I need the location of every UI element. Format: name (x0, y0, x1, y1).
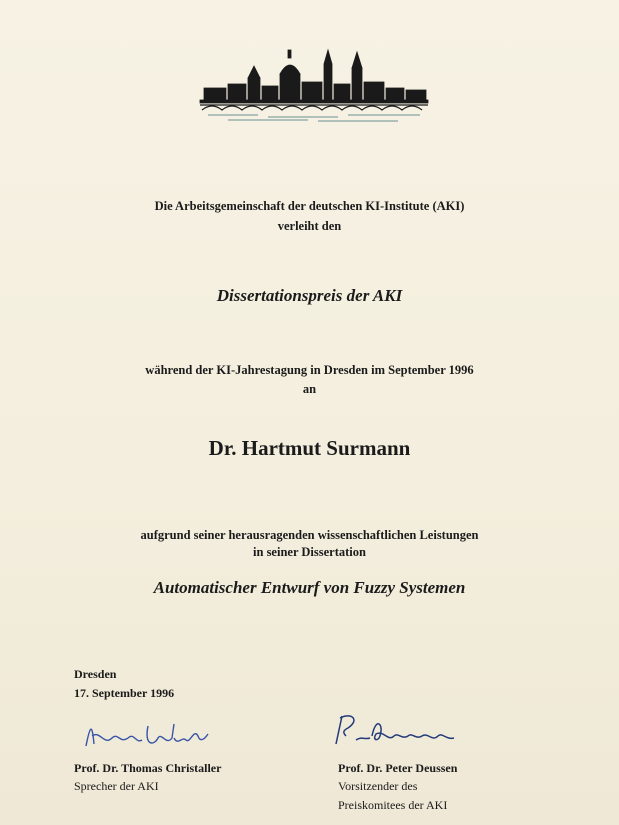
signature-deussen (332, 710, 462, 752)
place: Dresden (74, 667, 117, 681)
occasion-line-1: während der KI-Jahrestagung in Dresden im September 1996 (145, 363, 474, 377)
signatory-left-name: Prof. Dr. Thomas Christaller (74, 761, 222, 775)
signatory-right-name: Prof. Dr. Peter Deussen (338, 761, 458, 775)
occasion-line-2: an (302, 382, 317, 396)
prize-title: Dissertationspreis der AKI (216, 286, 403, 305)
signature-christaller (82, 716, 212, 756)
intro-line-1: Die Arbeitsgemeinschaft der deutschen KI-Institute (AKI) (154, 199, 465, 213)
reason-line-2: in seiner Dissertation (253, 545, 366, 559)
thesis-title: Automatischer Entwurf von Fuzzy Systemen (153, 578, 466, 597)
recipient-name: Dr. Hartmut Surmann (208, 436, 411, 460)
signatory-left-role: Sprecher der AKI (74, 779, 159, 793)
dresden-skyline-illustration (198, 48, 430, 126)
intro-line-2: verleiht den (277, 219, 342, 233)
date: 17. September 1996 (74, 686, 175, 700)
reason-line-1: aufgrund seiner herausragenden wissenschaftlichen Leistungen (140, 528, 479, 542)
signatory-right-role-line-2: Preiskomitees der AKI (338, 798, 448, 812)
signatory-right-role-line-1: Vorsitzender des (338, 779, 418, 793)
